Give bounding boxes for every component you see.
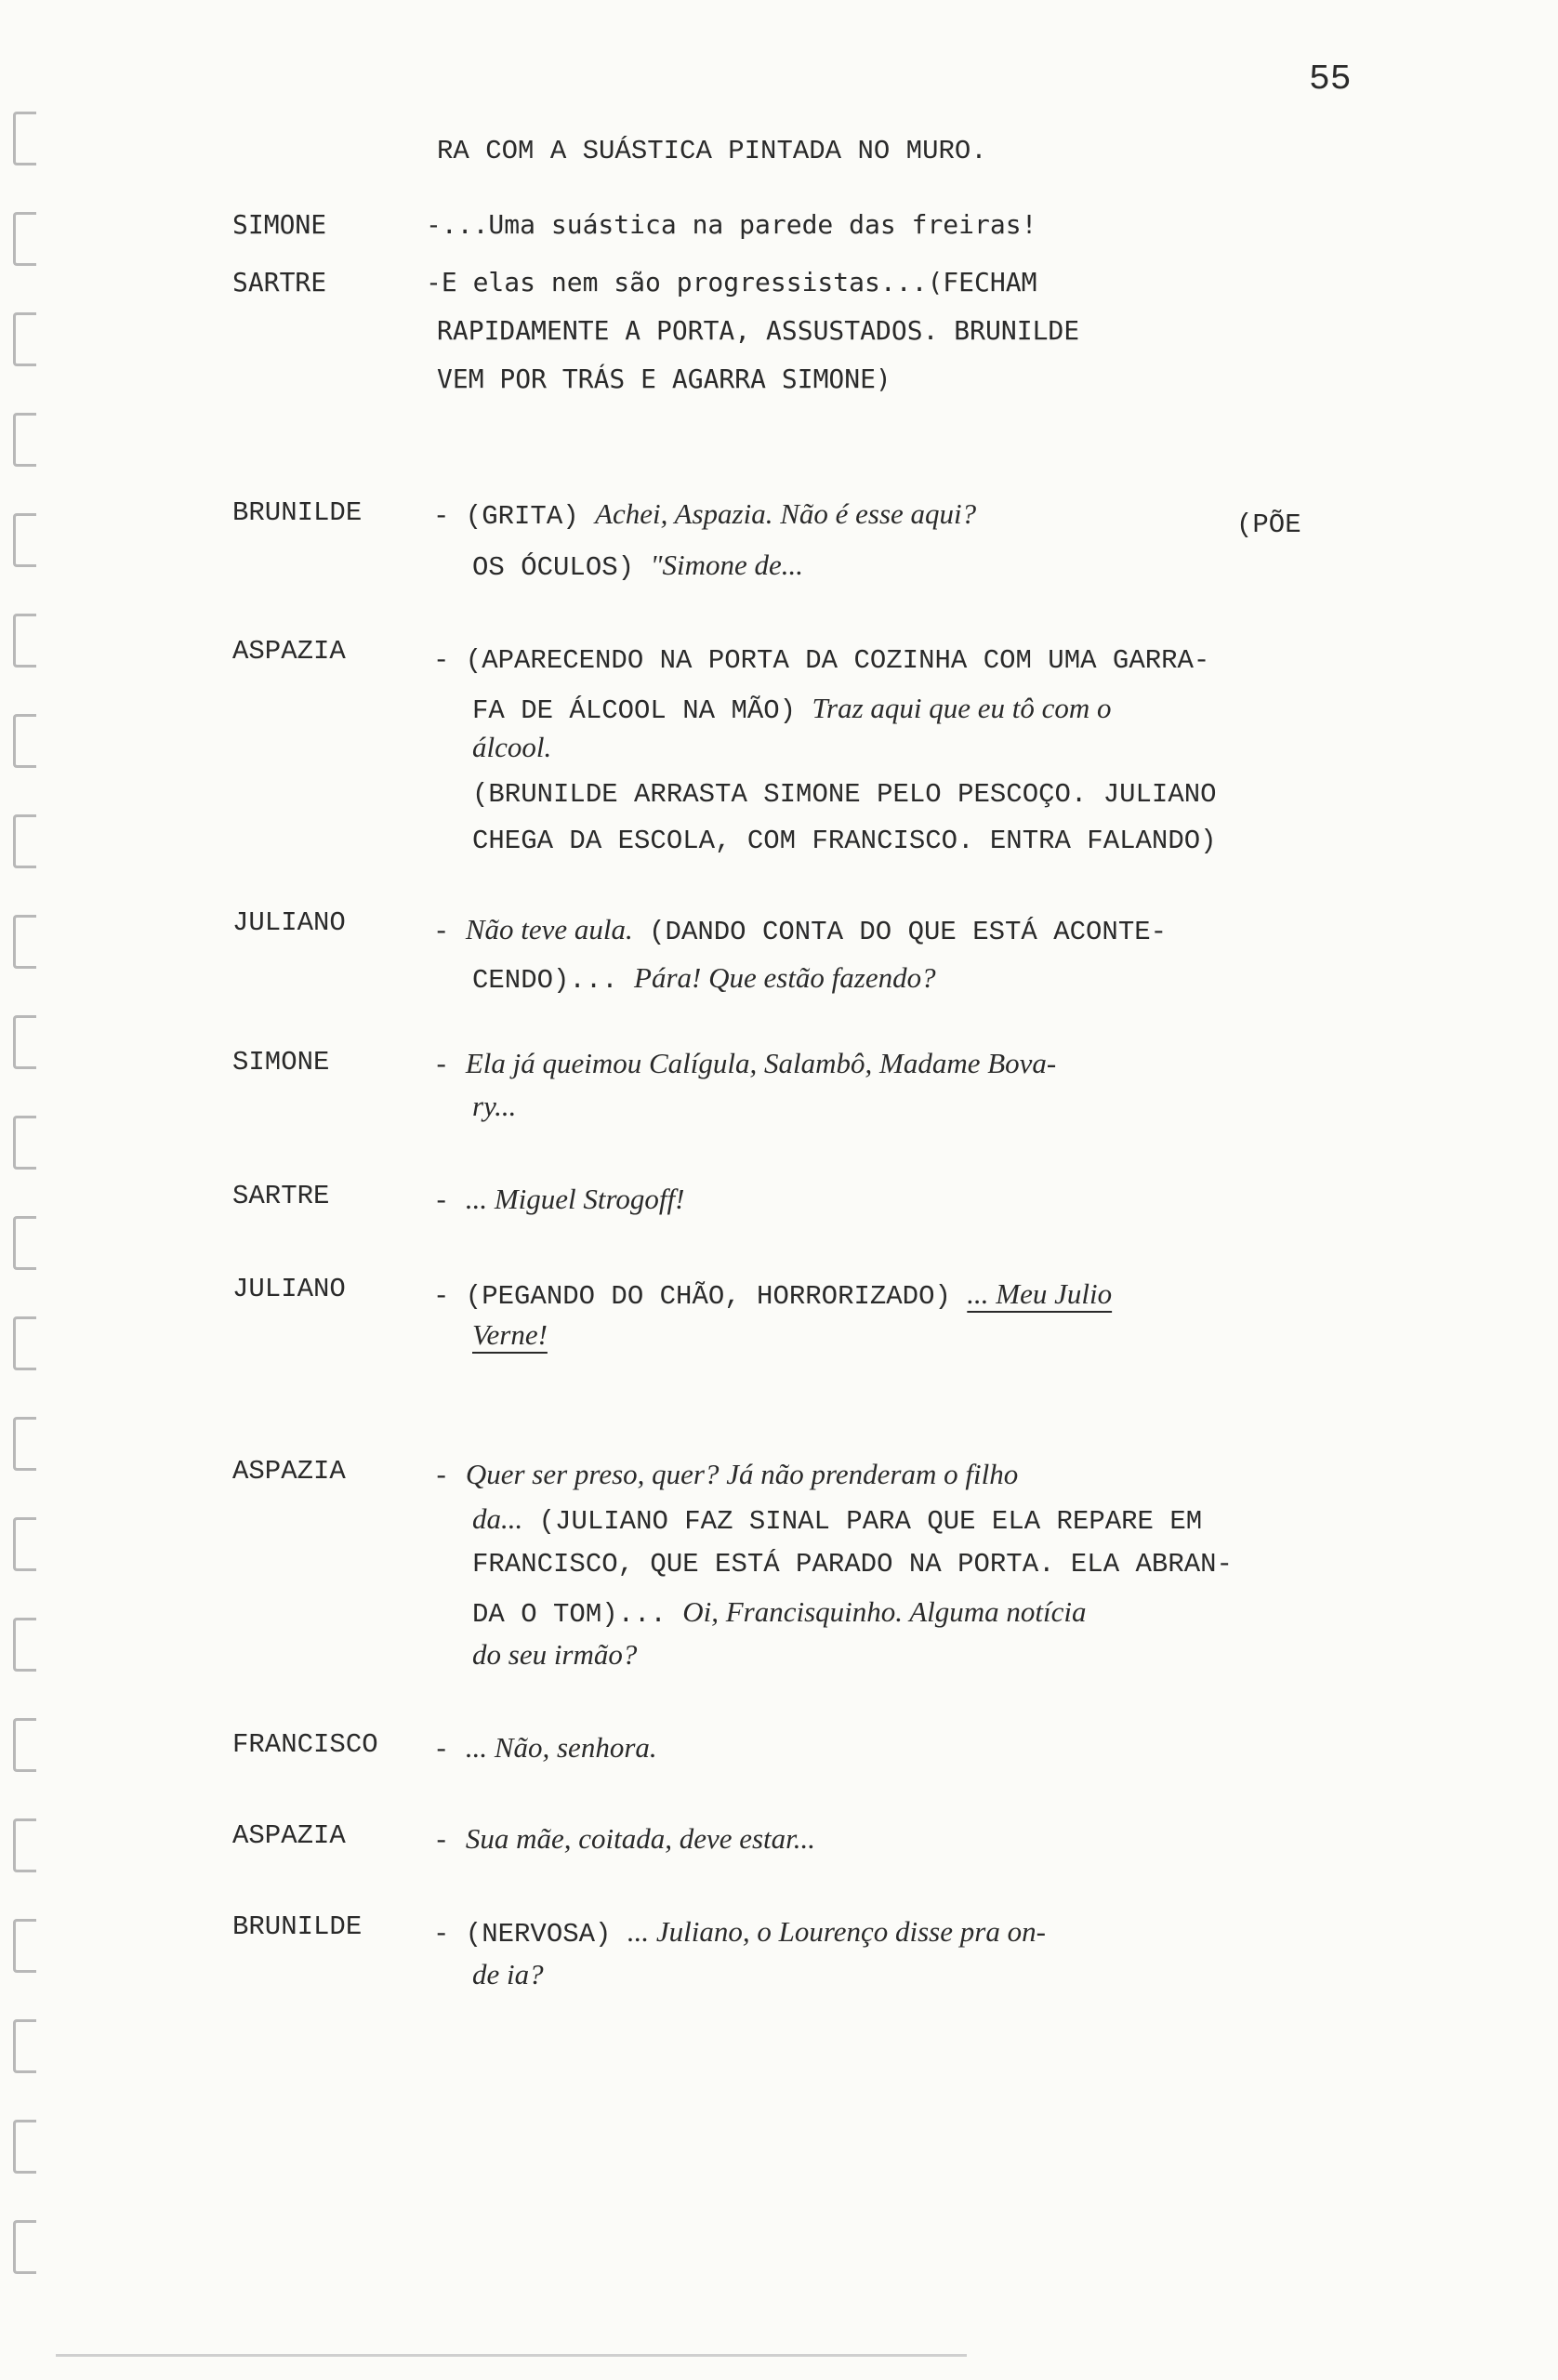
spoken-text: ... Miguel Strogoff! [465, 1183, 685, 1215]
dash: - [433, 1051, 466, 1081]
binding-ring [13, 1417, 36, 1471]
stage-direction: CHEGA DA ESCOLA, COM FRANCISCO. ENTRA FALANDO) [472, 826, 1217, 856]
dialogue-line [472, 550, 803, 581]
binding-ring [13, 1718, 36, 1772]
stage-direction: (PÕE [1236, 509, 1301, 540]
spoken-text: "Simone de... [650, 549, 803, 581]
dialogue-line [433, 1917, 1046, 1948]
spoken-text: do seu irmão? [472, 1638, 638, 1671]
stage-direction: OS ÓCULOS) [472, 552, 651, 583]
stage-direction: (DANDO CONTA DO QUE ESTÁ ACONTE- [632, 917, 1168, 947]
speaker-name: ASPAZIA [232, 1456, 346, 1487]
binding-ring [13, 513, 36, 567]
dialogue-line [472, 1504, 1202, 1535]
binding-ring [13, 1618, 36, 1672]
spoken-text: de ia? [472, 1958, 544, 1990]
stage-direction: - (APARECENDO NA PORTA DA COZINHA COM UMA GARRA- [433, 645, 1210, 676]
binding-ring [13, 814, 36, 868]
binding-ring [13, 1116, 36, 1170]
stage-direction: FRANCISCO, QUE ESTÁ PARADO NA PORTA. ELA ABRAN- [472, 1549, 1233, 1580]
binding-ring [13, 614, 36, 668]
binding-ring [13, 413, 36, 467]
dialogue-line: -...Uma suástica na parede das freiras! [426, 209, 1037, 240]
speaker-name: JULIANO [232, 1274, 346, 1304]
stage-direction: CENDO)... [472, 965, 635, 996]
speaker-name: SIMONE [232, 1047, 330, 1078]
dash: - [433, 1461, 466, 1492]
dash: - [433, 1186, 466, 1217]
stage-direction: (BRUNILDE ARRASTA SIMONE PELO PESCOÇO. JULIANO [472, 779, 1217, 810]
binding-ring [13, 2220, 36, 2274]
speaker-name: SARTRE [232, 267, 327, 298]
speaker-name: SIMONE [232, 209, 327, 240]
spoken-text: da... [472, 1502, 523, 1535]
speaker-name: BRUNILDE [232, 1911, 363, 1942]
dialogue-line [433, 1824, 815, 1855]
spoken-text: Achei, Aspazia. Não é esse aqui? [595, 497, 977, 530]
stage-direction: - (NERVOSA) [433, 1919, 627, 1950]
speaker-name: BRUNILDE [232, 497, 363, 528]
page-edge-line [56, 2354, 967, 2357]
spoken-text: Verne! [472, 1318, 548, 1351]
spoken-text: Pára! Que estão fazendo? [634, 961, 936, 994]
speaker-name: ASPAZIA [232, 1820, 346, 1851]
spoken-text: ... Juliano, o Lourenço disse pra on- [627, 1915, 1046, 1948]
dash: - [433, 1826, 466, 1857]
binding-ring [13, 1316, 36, 1370]
dialogue-line [433, 1184, 684, 1215]
speaker-name: JULIANO [232, 907, 346, 938]
spoken-text: Ela já queimou Calígula, Salambô, Madame Bova- [465, 1047, 1057, 1079]
binding-ring [13, 1818, 36, 1872]
spoken-text: ... Não, senhora. [465, 1731, 657, 1764]
dialogue-line [472, 694, 1112, 724]
spoken-text: ry... [472, 1090, 517, 1122]
binding-ring [13, 1216, 36, 1270]
dialogue-line: VEM POR TRÁS E AGARRA SIMONE) [437, 364, 891, 394]
spoken-text: álcool. [472, 731, 552, 763]
stage-direction: - (PEGANDO DO CHÃO, HORRORIZADO) [433, 1281, 968, 1312]
dialogue-line [433, 1460, 1018, 1490]
spoken-text: Não teve aula. [465, 913, 633, 945]
binding-ring [13, 312, 36, 366]
dialogue-line [433, 1733, 657, 1764]
binding-ring [13, 2019, 36, 2073]
dialogue-line: -E elas nem são progressistas...(FECHAM [426, 267, 1037, 298]
binding-ring [13, 714, 36, 768]
dialogue-line: RAPIDAMENTE A PORTA, ASSUSTADOS. BRUNILDE [437, 315, 1080, 346]
page-number: 55 [1309, 60, 1352, 99]
dash: - [433, 917, 466, 947]
dialogue-line [433, 1279, 1112, 1310]
dialogue-line [472, 1597, 1087, 1628]
stage-direction: - (GRITA) [433, 501, 596, 532]
stage-direction: DA O TOM)... [472, 1599, 683, 1630]
binding-ring [13, 1015, 36, 1069]
script-line: RA COM A SUÁSTICA PINTADA NO MURO. [437, 136, 987, 166]
spoken-text: Traz aqui que eu tô com o [812, 692, 1112, 724]
dash: - [433, 1735, 466, 1765]
stage-direction: (JULIANO FAZ SINAL PARA QUE ELA REPARE EM [522, 1506, 1203, 1537]
speaker-name: ASPAZIA [232, 636, 346, 667]
ring-binding [0, 0, 56, 2380]
dialogue-line [472, 963, 936, 994]
binding-ring [13, 212, 36, 266]
binding-ring [13, 2120, 36, 2174]
binding-ring [13, 1517, 36, 1571]
stage-direction: FA DE ÁLCOOL NA MÃO) [472, 695, 812, 726]
spoken-text: Oi, Francisquinho. Alguma notícia [682, 1595, 1087, 1628]
binding-ring [13, 112, 36, 165]
dialogue-line [433, 915, 1167, 945]
speaker-name: FRANCISCO [232, 1729, 378, 1760]
dialogue-line [433, 1049, 1056, 1079]
dialogue-line [433, 499, 976, 530]
spoken-text: ... Meu Julio [967, 1277, 1113, 1310]
binding-ring [13, 1919, 36, 1973]
binding-ring [13, 915, 36, 969]
spoken-text: Sua mãe, coitada, deve estar... [465, 1822, 816, 1855]
spoken-text: Quer ser preso, quer? Já não prenderam o filho [465, 1458, 1019, 1490]
speaker-name: SARTRE [232, 1181, 330, 1211]
